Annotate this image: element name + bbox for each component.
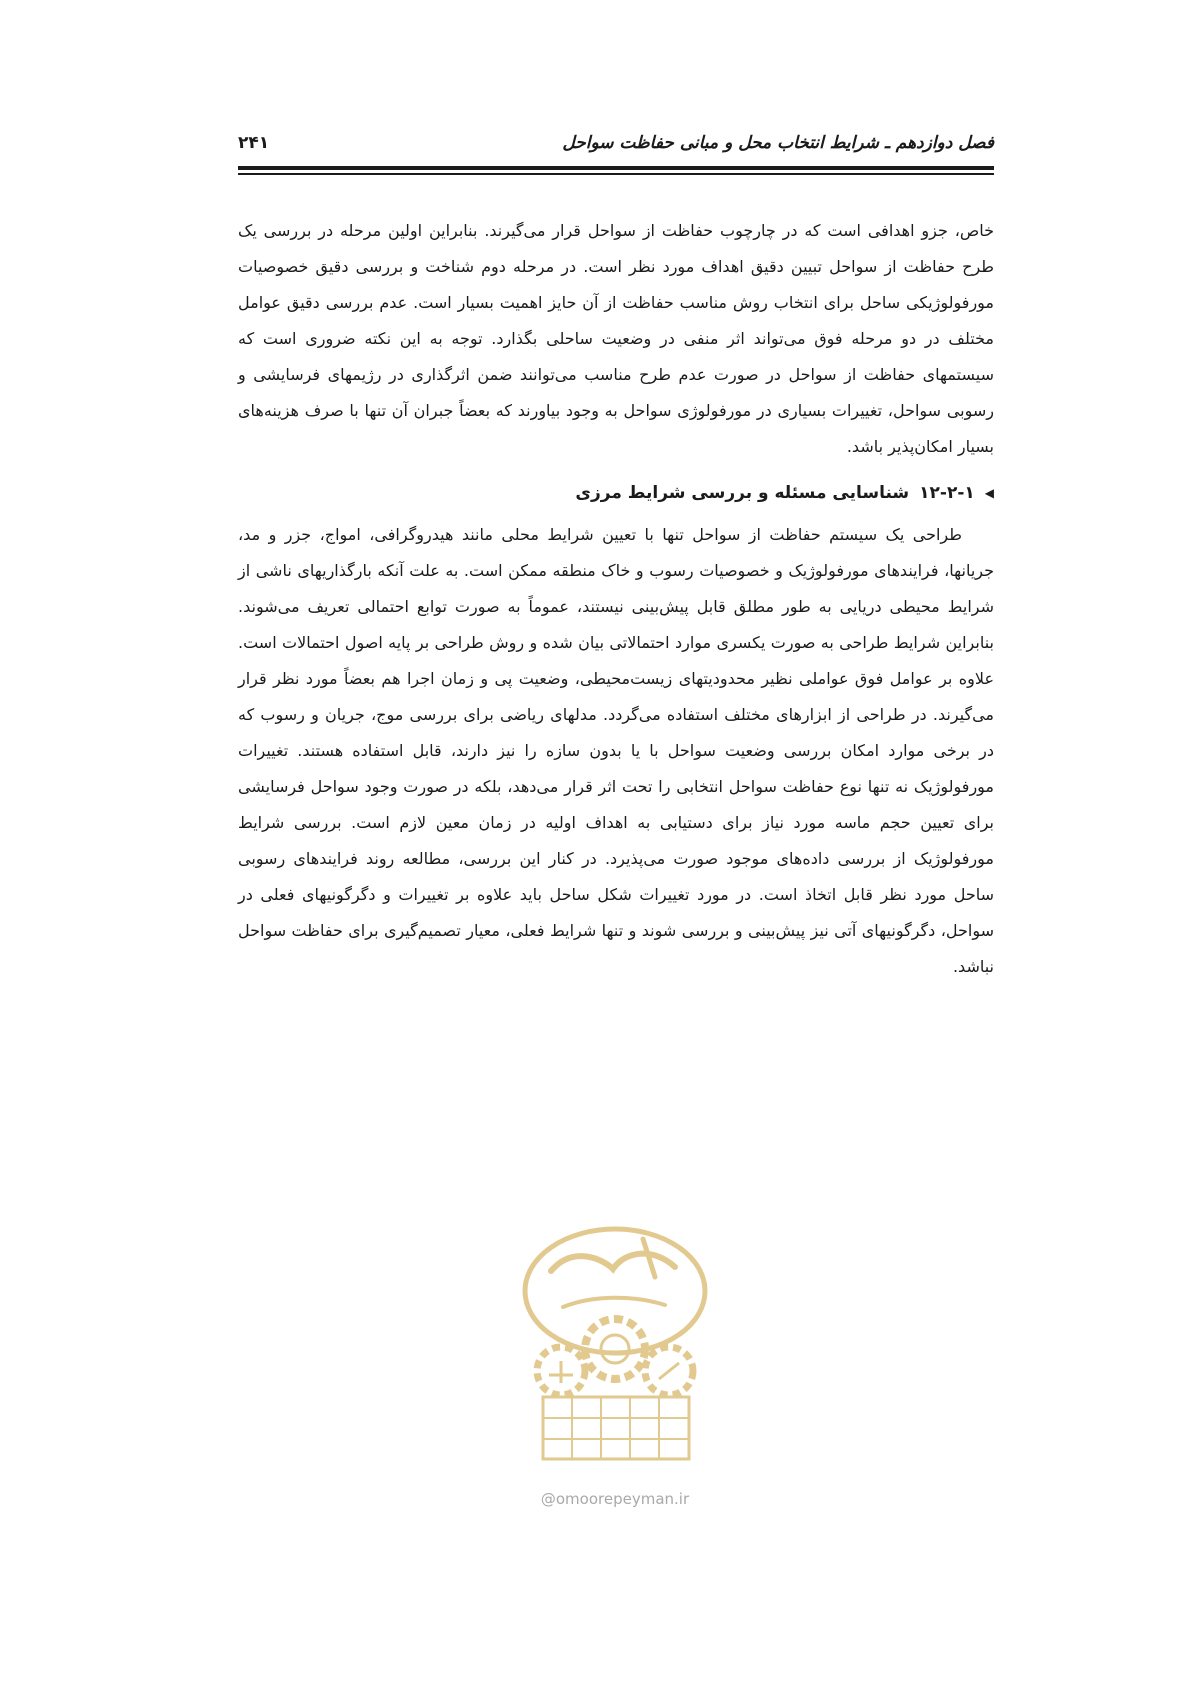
section-heading — [238, 475, 994, 511]
watermark-logo — [493, 1199, 738, 1474]
header-rule-thin — [238, 173, 994, 175]
section-title: شناسایی مسئله و بررسی شرایط مرزی — [575, 483, 910, 503]
page-header — [238, 128, 994, 158]
chapter-title: فصل دوازدهم ـ شرایط انتخاب محل و مبانی حفاظت سواحل — [562, 133, 994, 153]
page-number: ۲۴۱ — [238, 133, 270, 153]
watermark-url: @omoorepeyman.ir — [540, 1490, 690, 1508]
body-paragraph-2: طراحی یک سیستم حفاظت از سواحل تنها با تعیین شرایط محلی مانند هیدروگرافی، امواج، جزر و مد، جریانها، فرایندهای مورفولوژیک و خصوصیات رسوب و خاک منطقه ممکن است. به علت آنکه بارگذاریهای ناشی از شرایط محیطی دریایی به طور مطلق قابل پیش‌بینی نیستند، عموماً به صورت توابع احتمالی تعریف می‌شوند. بنابراین شرایط طراحی به صورت یکسری موارد احتمالاتی بیان شده و روش طراحی بر پایه اصول احتمالات است. علاوه بر عوامل فوق عواملی نظیر محدودیتهای زیست‌محیطی، وضعیت پی و زمان اجرا هم بعضاً مورد نظر قرار می‌گیرند. در طراحی از ابزارهای مختلف استفاده می‌گردد. مدلهای ریاضی برای بررسی موج، جریان و رسوب که در برخی موارد امکان بررسی وضعیت سواحل با یا بدون سازه را نیز دارند، قابل استفاده هستند. تغییرات مورفولوژیک نه تنها نوع حفاظت سواحل انتخابی را تحت اثر قرار می‌دهد، بلکه در صورت وجود سواحل فرسایشی برای تعیین حجم ماسه مورد نیاز برای دستیابی به اهداف اولیه در زمان معین لازم است. بررسی شرایط مورفولوژیک از بررسی داده‌های موجود صورت می‌پذیرد. در کنار این بررسی، مطالعه روند فرایندهای رسوبی ساحل مورد نظر قابل اتخاذ است. در مورد تغییرات شکل ساحل باید علاوه بر تغییرات و دگرگونیهای فعلی در سواحل، دگرگونیهای آتی نیز پیش‌بینی و بررسی شوند و تنها شرایط فعلی، معیار تصمیم‌گیری برای حفاظت سواحل نباشد. — [238, 525, 994, 976]
header-rule-thick — [238, 166, 994, 170]
section-number: ۱۲-۲-۱ — [919, 483, 975, 503]
body-paragraph-1: خاص، جزو اهدافی است که در چارچوب حفاظت از سواحل قرار می‌گیرند. بنابراین اولین مرحله در بررسی یک طرح حفاظت از سواحل تبیین دقیق اهداف مورد نظر است. در مرحله دوم شناخت و بررسی دقیق خصوصیات مورفولوژیکی ساحل برای انتخاب روش مناسب حفاظت از آن حایز اهمیت بسیار است. عدم بررسی دقیق عوامل مختلف در دو مرحله فوق می‌تواند اثر منفی در وضعیت ساحلی بگذارد. توجه به این نکته ضروری است که سیستمهای حفاظت از سواحل در صورت عدم طرح مناسب می‌توانند ضمن اثرگذاری در رژیمهای فرسایشی و رسوبی سواحل، تغییرات بسیاری در مورفولوژی سواحل به وجود بیاورند که بعضاً جبران آن تنها با صرف هزینه‌های بسیار امکان‌پذیر باشد. — [238, 221, 994, 456]
page-body — [238, 213, 994, 985]
section-bullet-icon: ◀ — [984, 486, 994, 500]
